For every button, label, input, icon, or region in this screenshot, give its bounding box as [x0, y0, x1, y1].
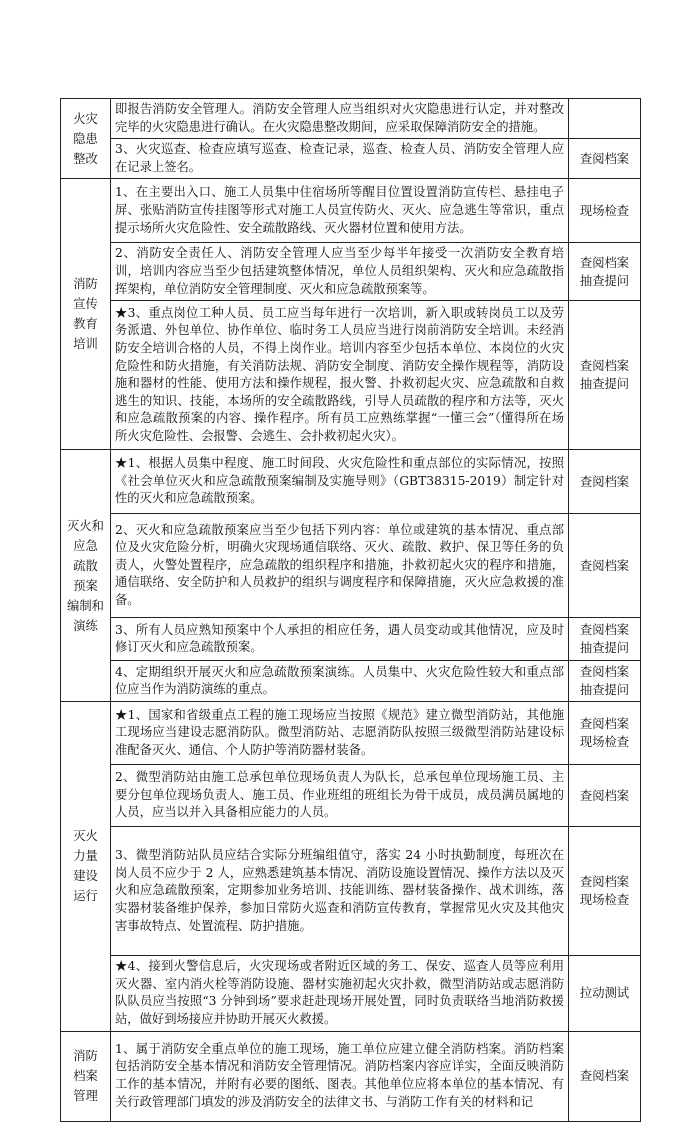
table-row [61, 618, 641, 661]
table-row [61, 139, 641, 179]
inspection-method: 查阅档案 [569, 765, 641, 827]
inspection-method: 拉动测试 [569, 956, 641, 1031]
requirement-text: 3、所有人员应熟知预案中个人承担的相应任务，遇人员变动或其他情况，应及时修订灭火和应急疏散预案。 [111, 618, 569, 661]
category-cell: 消防 宣传 教育 培训 [61, 179, 111, 450]
inspection-method: 查阅档案 现场检查 [569, 702, 641, 765]
inspection-method: 查阅档案 [569, 514, 641, 618]
category-cell: 消防 档案 管理 [61, 1031, 111, 1121]
table-row [61, 702, 641, 765]
inspection-method: 查阅档案 抽查提问 [569, 243, 641, 301]
inspection-method: 查阅档案 抽查提问 [569, 618, 641, 661]
requirement-text: 2、消防安全责任人、消防安全管理人应当至少每半年接受一次消防安全教育培训，培训内容应当至少包括建筑整体情况，单位人员组织架构、灭火和应急疏散指挥架构，单位消防安全管理制度、灭火和应急疏散预案等。 [111, 243, 569, 301]
inspection-method: 查阅档案 [569, 1031, 641, 1121]
requirement-text: 即报告消防安全管理人。消防安全管理人应当组织对火灾隐患进行认定，并对整改完毕的火灾隐患进行确认。在火灾隐患整改期间，应采取保障消防安全的措施。 [111, 99, 569, 139]
table-row [61, 99, 641, 139]
category-cell: 灭火和 应急 疏散 预案 编制和 演练 [61, 450, 111, 702]
table-row [61, 765, 641, 827]
table-row [61, 1031, 641, 1121]
requirement-text: ★3、重点岗位工种人员、员工应当每年进行一次培训，新入职或转岗员工以及劳务派遣、外包单位、协作单位、临时务工人员应当进行岗前消防安全培训。未经消防安全培训合格的人员，不得上岗作业。培训内容至少包括本单位、本岗位的火灾危险性和防火措施，有关消防法规、消防安全制度、消防安全操作规程等，消防设施和器材的性能、使用方法和操作规程，报火警、扑救初起火灾、应急疏散和自救逃生的知识、技能，本场所的安全疏散路线，引导人员疏散的程序和方法等，灭火和应急疏散预案的内容、操作程序。所有员工应熟练掌握“一懂三会”（懂得所在场所火灾危险性、会报警、会逃生、会扑救初起火灾）。 [111, 301, 569, 450]
table-row [61, 179, 641, 243]
requirement-text: 3、微型消防站队员应结合实际分班编组值守，落实 24 小时执勤制度，每班次在岗人员不应少于 2 人，应熟悉建筑基本情况、消防设施设置情况、操作方法以及灭火和应急疏散预案，定期参加业务培训、技能训练、器材装备操作、战术训练，落实器材装备维护保养，参加日常防火巡查和消防宣传教育，掌握常见火灾及其他灾害事故特点、处置流程、防护措施。 [111, 827, 569, 956]
inspection-method: 现场检查 [569, 179, 641, 243]
table-row [61, 661, 641, 702]
inspection-method: 查阅档案 现场检查 [569, 827, 641, 956]
document-page [60, 98, 641, 1122]
table-row [61, 450, 641, 514]
table-row [61, 956, 641, 1031]
table-row [61, 514, 641, 618]
table-row [61, 301, 641, 450]
inspection-method: 查阅档案 抽查提问 [569, 301, 641, 450]
fire-safety-checklist-table [60, 98, 641, 1122]
category-cell: 火灾 隐患 整改 [61, 99, 111, 179]
requirement-text: ★1、国家和省级重点工程的施工现场应当按照《规范》建立微型消防站，其他施工现场应当建设志愿消防队。微型消防站、志愿消防队按照三级微型消防站建设标准配备灭火、通信、个人防护等消防器材装备。 [111, 702, 569, 765]
inspection-method: 查阅档案 抽查提问 [569, 661, 641, 702]
requirement-text: ★1、根据人员集中程度、施工时间段、火灾危险性和重点部位的实际情况，按照《社会单位灭火和应急疏散预案编制及实施导则》（GBT38315-2019）制定针对性的灭火和应急疏散预案。 [111, 450, 569, 514]
requirement-text: 1、在主要出入口、施工人员集中住宿场所等醒目位置设置消防宣传栏、悬挂电子屏、张贴消防宣传挂图等形式对施工人员宣传防火、灭火、应急逃生等常识，重点提示场所火灾危险性、安全疏散路线、灭火器材位置和使用方法。 [111, 179, 569, 243]
inspection-method [569, 99, 641, 139]
requirement-text: 3、火灾巡查、检查应填写巡查、检查记录，巡查、检查人员、消防安全管理人应在记录上签名。 [111, 139, 569, 179]
category-cell: 灭火 力量 建设 运行 [61, 702, 111, 1031]
requirement-text: 2、微型消防站由施工总承包单位现场负责人为队长，总承包单位现场施工员、主要分包单位现场负责人、施工员、作业班组的班组长为骨干成员，成员满员属地的人员，应当以并入具备相应能力的人员。 [111, 765, 569, 827]
requirement-text: ★4、接到火警信息后，火灾现场或者附近区域的务工、保安、巡查人员等应利用灭火器、室内消火栓等消防设施、器材实施初起火灾扑救，微型消防站或志愿消防队队员应当按照“3 分钟到场”要求赶赴现场开展处置，同时负责联络当地消防救援站，做好到场接应并协助开展灭火救援。 [111, 956, 569, 1031]
inspection-method: 查阅档案 [569, 450, 641, 514]
requirement-text: 4、定期组织开展灭火和应急疏散预案演练。人员集中、火灾危险性较大和重点部位应当作为消防演练的重点。 [111, 661, 569, 702]
requirement-text: 1、属于消防安全重点单位的施工现场，施工单位应建立健全消防档案。消防档案包括消防安全基本情况和消防安全管理情况。消防档案内容应详实，全面反映消防工作的基本情况，并附有必要的图纸、图表。其他单位应将本单位的基本情况、有关行政管理部门填发的涉及消防安全的法律文书、与消防工作有关的材料和记 [111, 1031, 569, 1121]
table-row [61, 243, 641, 301]
table-row [61, 827, 641, 956]
inspection-method: 查阅档案 [569, 139, 641, 179]
requirement-text: 2、灭火和应急疏散预案应当至少包括下列内容：单位或建筑的基本情况、重点部位及火灾危险分析，明确火灾现场通信联络、灭火、疏散、救护、保卫等任务的负责人，火警处置程序，应急疏散的组织程序和措施，扑救初起火灾的程序和措施，通信联络、安全防护和人员救护的组织与调度程序和保障措施，灭火应急救援的准备。 [111, 514, 569, 618]
